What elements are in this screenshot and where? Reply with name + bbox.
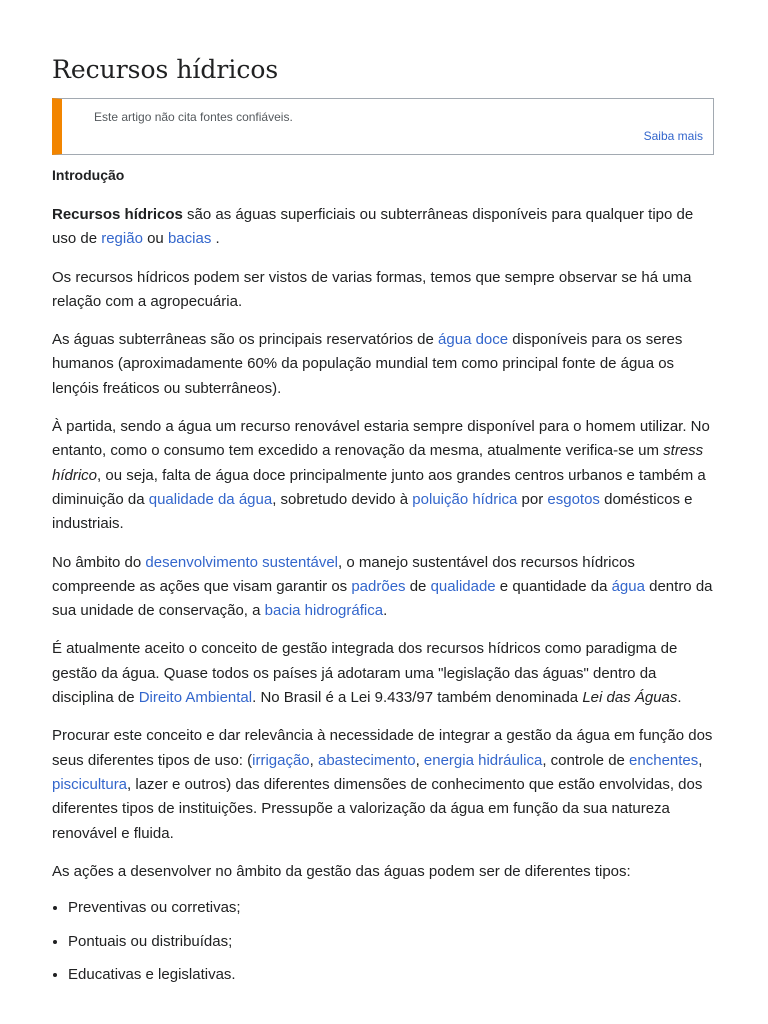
link-regiao[interactable]: região: [101, 230, 143, 248]
italic-term: Lei das Águas: [582, 689, 678, 707]
notice-box: [52, 98, 714, 155]
text: de: [405, 577, 431, 595]
text: No âmbito do: [52, 553, 146, 571]
link-piscicultura[interactable]: piscicultura: [52, 775, 128, 793]
link-qualidade[interactable]: qualidade: [430, 577, 496, 595]
list-item: • Educativas e legislativas.: [68, 965, 716, 985]
text: por: [517, 490, 548, 508]
text: dentro da sua unidade de conservação, a: [52, 577, 713, 620]
link-bacias[interactable]: bacias: [167, 230, 212, 248]
list-item: • Preventivas ou corretivas;: [68, 898, 716, 918]
paragraph-3: [52, 328, 716, 401]
text: . No Brasil é a Lei 9.433/97 também denominada: [252, 689, 583, 707]
text: .: [383, 602, 388, 620]
link-qualidade-da-agua[interactable]: qualidade da água: [148, 490, 273, 508]
text: domésticos e industriais.: [52, 490, 693, 533]
notice-message: Este artigo não cita fontes confiáveis.: [94, 110, 293, 124]
link-irrigacao[interactable]: irrigação: [252, 751, 310, 769]
text: , controle de: [542, 751, 630, 769]
paragraph-6: [52, 637, 716, 710]
text: ,: [309, 751, 318, 769]
paragraph-7: [52, 724, 716, 845]
text: .: [677, 689, 682, 707]
link-enchentes[interactable]: enchentes: [629, 751, 699, 769]
italic-term: stress hídrico: [52, 442, 704, 484]
text: ,: [415, 751, 424, 769]
link-abastecimento[interactable]: abastecimento: [318, 751, 416, 769]
page-title: Recursos hídricos: [52, 55, 279, 84]
learn-more-link[interactable]: Saiba mais: [643, 129, 703, 143]
text: e quantidade da: [495, 577, 612, 595]
text: .: [211, 230, 220, 248]
link-energia-hidraulica[interactable]: energia hidráulica: [423, 751, 543, 769]
list-item: • Pontuais ou distribuídas;: [68, 932, 716, 952]
section-heading: Introdução: [52, 167, 125, 183]
link-poluicao-hidrica[interactable]: poluição hídrica: [412, 490, 518, 508]
text: Procurar este conceito e dar relevância à necessidade de integrar a gestão da água em função dos seus diferentes tipos de uso: (: [52, 727, 713, 769]
paragraph-2: [52, 266, 716, 315]
paragraph-5: [52, 551, 716, 624]
action-types-list: [52, 898, 716, 985]
text: , o manejo sustentável dos recursos hídricos compreende as ações que visam garantir os: [52, 553, 635, 595]
text: As ações a desenvolver no âmbito da gestão das águas podem ser de diferentes tipos:: [52, 862, 631, 880]
link-direito-ambiental[interactable]: Direito Ambiental: [138, 689, 253, 707]
paragraph-4: [52, 415, 716, 536]
text: É atualmente aceito o conceito de gestão integrada dos recursos hídricos como paradigma de gestão da água. Quase todos os países já adotaram uma "legislação das águas" dentro da disciplina de: [52, 640, 678, 707]
text: Os recursos hídricos podem ser vistos de varias formas, temos que sempre observar se há uma relação com a agropecuária.: [52, 268, 692, 310]
paragraph-1: [52, 203, 716, 252]
text: , lazer e outros) das diferentes dimensões de conhecimento que estão envolvidas, dos diferentes tipos de instituições. Pressupõe a valorização da água em função da sua natureza renovável e fluida.: [52, 775, 703, 842]
text: , ou seja, falta de água doce principalmente junto aos grandes centros urbanos e também a diminuição da: [52, 466, 706, 508]
link-esgotos[interactable]: esgotos: [547, 490, 600, 508]
text: , sobretudo devido à: [272, 490, 413, 508]
link-agua[interactable]: água: [611, 577, 645, 595]
text: ,: [698, 751, 703, 769]
text: As águas subterrâneas são os principais reservatórios de: [52, 331, 439, 349]
paragraph-8: [52, 860, 716, 884]
link-bacia-hidrografica[interactable]: bacia hidrográfica: [264, 602, 384, 620]
text: disponíveis para os seres humanos (aproximadamente 60% da população mundial tem como principal fonte de água os lençóis freáticos ou subterrâneos).: [52, 331, 683, 397]
text: são as águas superficiais ou subterrâneas disponíveis para qualquer tipo de uso de: [52, 206, 694, 248]
text: À partida, sendo a água um recurso renovável estaria sempre disponível para o homem utilizar. No entanto, como o consumo tem excedido a renovação da mesma, atualmente verifica-se um: [52, 418, 710, 460]
link-padroes[interactable]: padrões: [351, 577, 406, 595]
bold-term: Recursos hídricos: [52, 206, 183, 223]
text: ou: [142, 230, 168, 248]
link-desenvolvimento-sustentavel[interactable]: desenvolvimento sustentável: [145, 553, 339, 571]
link-agua-doce[interactable]: água doce: [438, 331, 509, 349]
